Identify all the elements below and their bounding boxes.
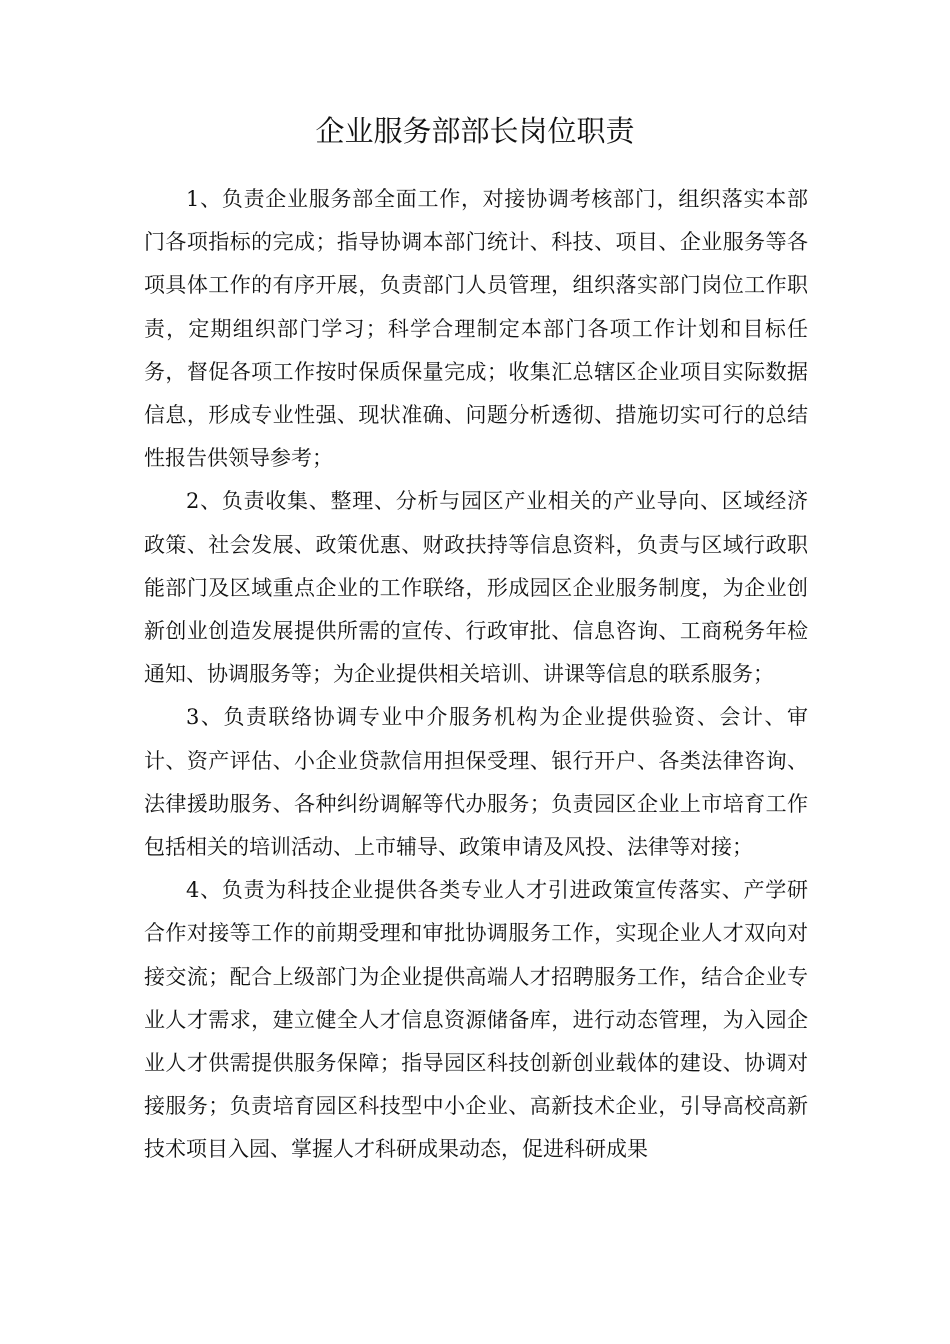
document-body [144,178,808,1172]
document-title: 企业服务部部长岗位职责 [315,114,635,148]
paragraph-1: 1、负责企业服务部全面工作，对接协调考核部门，组织落实本部门各项指标的完成；指导协调本部门统计、科技、项目、企业服务等各项具体工作的有序开展，负责部门人员管理，组织落实部门岗位工作职责，定期组织部门学习；科学合理制定本部门各项工作计划和目标任务，督促各项工作按时保质保量完成；收集汇总辖区企业项目实际数据信息，形成专业性强、现状准确、问题分析透彻、措施切实可行的总结性报告供领导参考； [144,187,808,471]
paragraph-4: 4、负责为科技企业提供各类专业人才引进政策宣传落实、产学研合作对接等工作的前期受理和审批协调服务工作，实现企业人才双向对接交流；配合上级部门为企业提供高端人才招聘服务工作，结合企业专业人才需求，建立健全人才信息资源储备库，进行动态管理，为入园企业人才供需提供服务保障；指导园区科技创新创业载体的建设、协调对接服务；负责培育园区科技型中小企业、高新技术企业，引导高校高新技术项目入园、掌握人才科研成果动态，促进科研成果 [144,878,808,1162]
paragraph-2: 2、负责收集、整理、分析与园区产业相关的产业导向、区域经济政策、社会发展、政策优惠、财政扶持等信息资料，负责与区域行政职能部门及区域重点企业的工作联络，形成园区企业服务制度，为企业创新创业创造发展提供所需的宣传、行政审批、信息咨询、工商税务年检通知、协调服务等；为企业提供相关培训、讲课等信息的联系服务； [144,489,808,687]
paragraph-3: 3、负责联络协调专业中介服务机构为企业提供验资、会计、审计、资产评估、小企业贷款信用担保受理、银行开户、各类法律咨询、法律援助服务、各种纠纷调解等代办服务；负责园区企业上市培育工作包括相关的培训活动、上市辅导、政策申请及风投、法律等对接； [144,705,808,860]
